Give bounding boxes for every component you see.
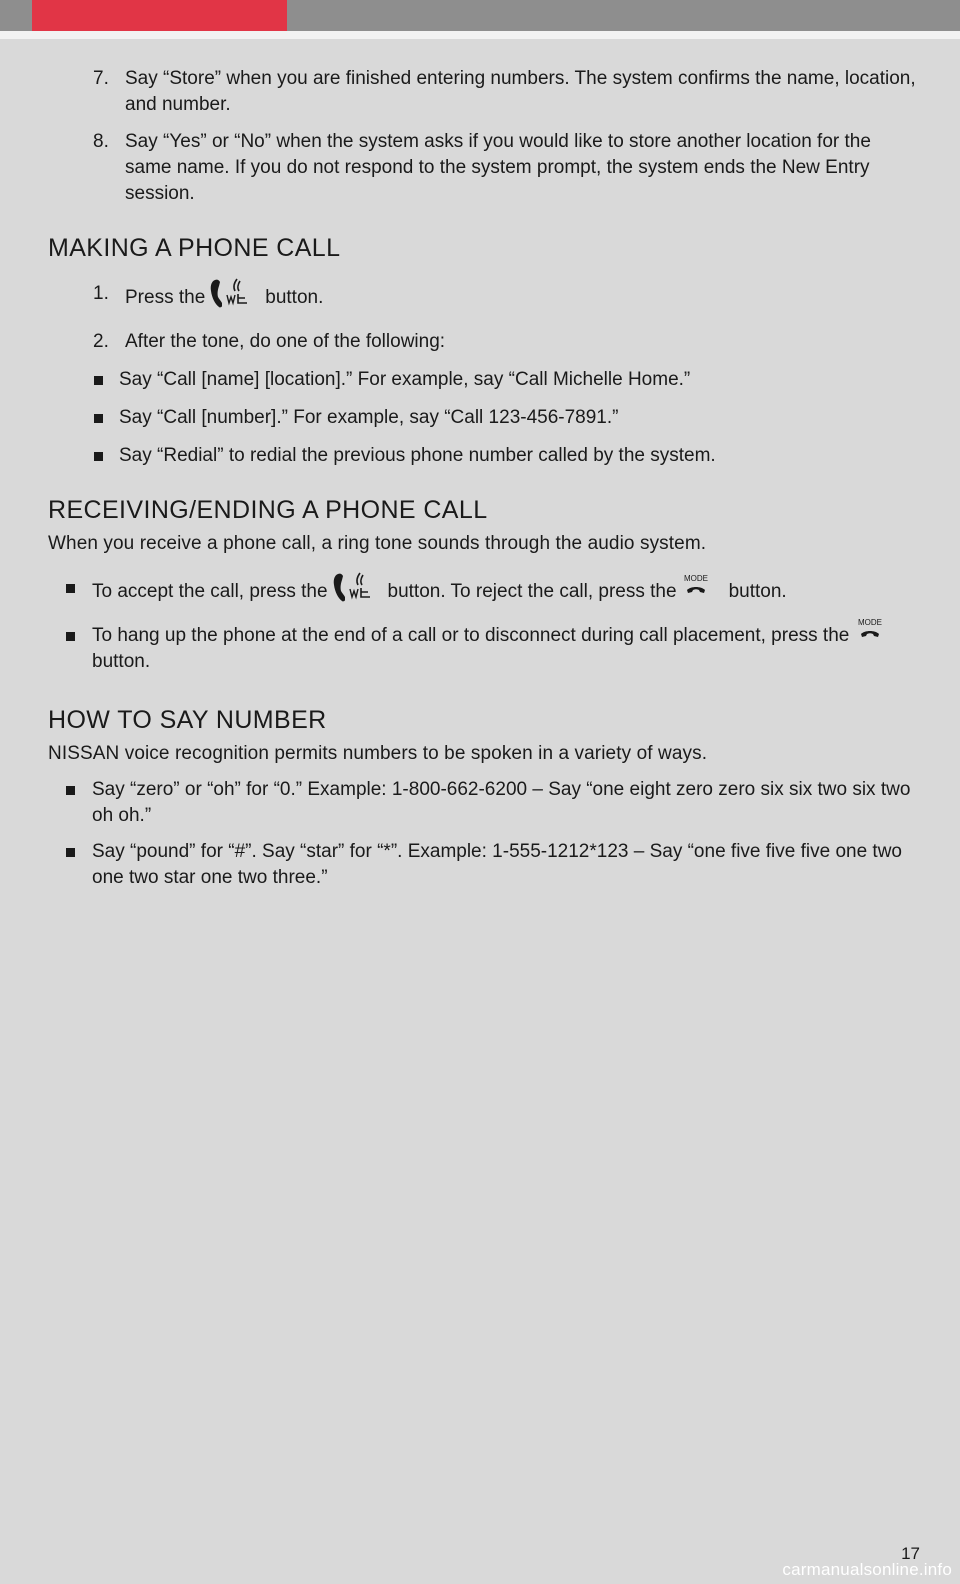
heading-making-call: MAKING A PHONE CALL [48, 234, 341, 262]
header-rule [0, 31, 960, 39]
bullet-call-name [48, 367, 918, 393]
step-text: Say “Yes” or “No” when the system asks if you would like to store another location for the same name. If you do not respond to the system prompt, the system ends the New Entry session. [125, 131, 871, 204]
heading-say-number: HOW TO SAY NUMBER [48, 706, 327, 735]
page-content [48, 66, 918, 891]
phone-end-mode-icon [853, 617, 887, 643]
step-7 [48, 66, 918, 118]
bullet-redial [48, 443, 918, 469]
bullet-text: Say “zero” or “oh” for “0.” Example: 1-800-662-6200 – Say “one eight zero zero six six two six two oh oh.” [92, 779, 911, 827]
step-8 [48, 129, 918, 207]
step-text: Say “Store” when you are finished entering numbers. The system confirms the name, location, and number. [125, 68, 916, 115]
heading-receiving-call: RECEIVING/ENDING A PHONE CALL [48, 496, 488, 524]
bullet-zero-oh [48, 777, 918, 829]
bullet-call-number [48, 405, 918, 431]
bullet-text-after: button. [728, 581, 787, 603]
bullet-square-icon [66, 584, 75, 593]
mode-label: MODE [683, 574, 708, 583]
watermark: carmanualsonline.info [782, 1560, 952, 1579]
bullet-accept-reject [48, 575, 918, 609]
bullet-text: Say “Redial” to redial the previous phone number called by the system. [119, 445, 716, 466]
numbers-intro: NISSAN voice recognition permits numbers to be spoken in a variety of ways. [48, 743, 708, 765]
bullet-text: Say “pound” for “#”. Say “star” for “*”. Example: 1-555-1212*123 – Say “one five five five one two one two star one two three.” [92, 841, 902, 889]
bullet-square-icon [94, 376, 103, 385]
bullet-text: Say “Call [name] [location].” For example, say “Call Michelle Home.” [119, 369, 691, 390]
mode-label: MODE [858, 618, 883, 627]
step-number: 1. [93, 283, 109, 304]
phone-talk-icon [330, 571, 376, 605]
step-text: After the tone, do one of the following: [125, 331, 446, 352]
bullet-text-before: To accept the call, press the [92, 581, 328, 603]
bullet-square-icon [94, 414, 103, 423]
phone-end-mode-icon [679, 573, 713, 599]
bullet-text-after: button. [92, 651, 151, 673]
bullet-text-before: To hang up the phone at the end of a call or to disconnect during call placement, press the [92, 625, 850, 647]
bullet-hang-up [48, 618, 918, 675]
bullet-square-icon [66, 786, 75, 795]
bullet-text-middle: button. To reject the call, press the [387, 581, 677, 603]
step-number: 7. [93, 68, 109, 89]
bullet-square-icon [66, 632, 75, 641]
header-bar [0, 0, 960, 31]
step-text-after: button. [265, 287, 324, 309]
step-text-before: Press the [125, 287, 206, 309]
making-call-step-1 [48, 281, 918, 315]
page-number: 17 [901, 1544, 920, 1563]
step-number: 8. [93, 131, 109, 152]
making-call-step-2 [48, 329, 918, 355]
bullet-square-icon [66, 848, 75, 857]
bullet-pound-star [48, 839, 918, 891]
bullet-square-icon [94, 452, 103, 461]
phone-talk-icon [207, 277, 253, 311]
header-accent-tab [32, 0, 287, 31]
receiving-intro: When you receive a phone call, a ring tone sounds through the audio system. [48, 533, 707, 554]
step-number: 2. [93, 331, 109, 352]
bullet-text: Say “Call [number].” For example, say “Call 123-456-7891.” [119, 407, 619, 428]
